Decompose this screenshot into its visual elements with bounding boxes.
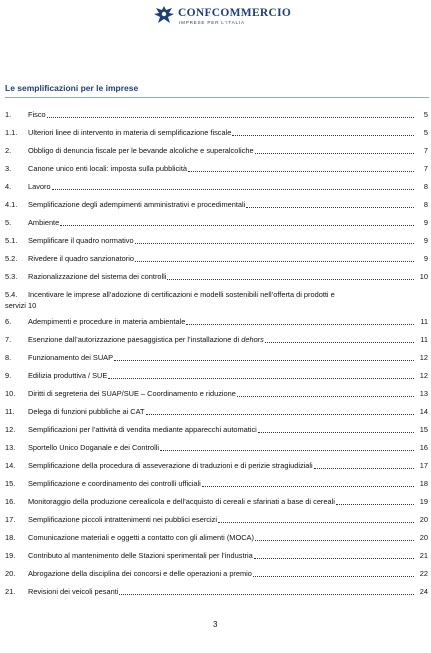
toc-entry-page: 16 [419, 443, 428, 452]
toc-entry-label: Ulteriori linee di intervento in materia di semplificazione fiscale [28, 128, 232, 137]
toc-entry-label: Monitoraggio della produzione cerealicola e dell’acquisto di cereali e sfarinati a base di cereali [28, 497, 335, 506]
toc-entry-label: Semplificazione e coordinamento dei controlli ufficiali [28, 479, 201, 488]
page-number: 3 [213, 620, 218, 629]
toc-entry[interactable] [5, 587, 428, 599]
toc-entry-label: Diritti di segreteria dei SUAP/SUE – Coordinamento e riduzione [28, 389, 236, 398]
toc-entry-number: 5.3. [5, 272, 18, 281]
toc-entry[interactable] [5, 479, 428, 491]
toc-entry-label: Sportello Unico Doganale e dei Controlli [28, 443, 160, 452]
toc-entry-page: 8 [423, 200, 428, 209]
toc-entry-page: 19 [419, 497, 428, 506]
toc-entry-label: Fisco [28, 110, 46, 119]
toc-entry-number: 5. [5, 218, 12, 227]
toc-entry-number: 20. [5, 569, 16, 578]
toc-leader-dots [135, 254, 414, 262]
toc-entry-page: 10 [27, 301, 37, 310]
toc-entry-number: 6. [5, 317, 12, 326]
toc-entry-label: Canone unico enti locali: imposta sulla pubblicità [28, 164, 187, 173]
toc-leader-dots [255, 146, 414, 154]
toc-entry-number: 12. [5, 425, 16, 434]
toc-entry[interactable] [5, 443, 428, 455]
toc-entry-page: 22 [419, 569, 428, 578]
toc-leader-dots [314, 461, 414, 469]
toc-entry-label: Revisioni dei veicoli pesanti [28, 587, 119, 596]
toc-entry[interactable] [5, 407, 428, 419]
toc-entry[interactable] [5, 335, 428, 347]
toc-entry-number: 3. [5, 164, 12, 173]
toc-entry-number: 7. [5, 335, 12, 344]
toc-entry[interactable] [5, 317, 428, 329]
toc-entry-label: Semplificazione della procedura di asseverazione di traduzioni e di perizie stragiudiziali [28, 461, 313, 470]
toc-entry[interactable] [5, 182, 428, 194]
toc-leader-dots [253, 569, 414, 577]
toc-entry[interactable] [5, 200, 428, 212]
toc-entry-number: 9. [5, 371, 12, 380]
toc-leader-dots [218, 515, 414, 523]
toc-entry-page: 11 [420, 317, 428, 326]
toc-leader-dots [255, 533, 414, 541]
toc-entry-number: 10. [5, 389, 16, 398]
toc-leader-dots [237, 389, 414, 397]
toc-entry-page: 24 [419, 587, 428, 596]
toc-entry-label: Abrogazione della disciplina dei concorsi e delle operazioni a premio [28, 569, 252, 578]
toc-entry-number: 17. [5, 515, 16, 524]
toc-entry[interactable] [5, 533, 428, 545]
toc-entry-label: Edilizia produttiva / SUE [28, 371, 108, 380]
toc-entry[interactable] [5, 551, 428, 563]
confcommercio-logo [152, 4, 292, 26]
toc-entry-number: 1.1. [5, 128, 18, 137]
toc-entry[interactable] [5, 254, 428, 266]
toc-entry-label: Delega di funzioni pubbliche ai CAT [28, 407, 145, 416]
toc-entry[interactable] [5, 128, 428, 140]
toc-entry[interactable] [5, 353, 428, 365]
toc-title: Le semplificazioni per le imprese [5, 83, 139, 93]
toc-entry-page: 12 [419, 353, 428, 362]
toc-entry-label: Semplificare il quadro normativo [28, 236, 134, 245]
toc-entry[interactable] [5, 146, 428, 158]
toc-entry-label: Funzionamento dei SUAP [28, 353, 114, 362]
toc-entry[interactable] [5, 218, 428, 230]
logo-name: CONFCOMMERCIO [178, 7, 292, 19]
toc-leader-dots [160, 443, 414, 451]
toc-leader-dots [232, 128, 414, 136]
toc-entry[interactable] [5, 425, 428, 437]
toc-entry-page: 5 [423, 110, 428, 119]
toc-entry-number: 5.4. [5, 290, 18, 299]
toc-entry[interactable] [5, 515, 428, 527]
toc-entry-number: 21. [5, 587, 16, 596]
toc-entry[interactable] [5, 389, 428, 401]
toc-entry-number: 14. [5, 461, 16, 470]
toc-entry-label-continued: servizi [5, 301, 26, 310]
toc-entry-number: 4. [5, 182, 12, 191]
toc-entry-label: Semplificazione degli adempimenti amministrativi e procedimentali [28, 200, 246, 209]
toc-entry[interactable] [5, 569, 428, 581]
toc-leader-dots [254, 551, 414, 559]
toc-leader-dots [246, 200, 414, 208]
toc-entry-number: 18. [5, 533, 16, 542]
toc-entry-page: 20 [419, 533, 428, 542]
toc-entry-page: 11 [420, 335, 428, 344]
toc-leader-dots [119, 587, 414, 595]
toc-leader-dots [108, 371, 414, 379]
toc-leader-dots [186, 317, 414, 325]
toc-leader-dots [114, 353, 414, 361]
toc-entry-label: Comunicazione materiali e oggetti a contatto con gli alimenti (MOCA) [28, 533, 254, 542]
toc-entry-number: 2. [5, 146, 12, 155]
toc-entry-label: Semplificazioni per l’attività di vendita mediante apparecchi automatici [28, 425, 257, 434]
toc-leader-dots [167, 272, 414, 280]
toc-entry-page: 21 [419, 551, 428, 560]
toc-entry-label: Razionalizzazione del sistema dei controlli [28, 272, 167, 281]
toc-leader-dots [202, 479, 414, 487]
logo-tagline: IMPRESE PER L'ITALIA [179, 20, 245, 25]
toc-leader-dots [135, 236, 414, 244]
toc-entry-label: Adempimenti e procedure in materia ambientale [28, 317, 186, 326]
toc-entry-number: 15. [5, 479, 16, 488]
toc-entry-number: 13. [5, 443, 16, 452]
title-divider [5, 97, 429, 98]
toc-entry-page: 8 [423, 182, 428, 191]
toc-entry-number: 5.1. [5, 236, 18, 245]
toc-entry-number: 19. [5, 551, 16, 560]
toc-entry-number: 5.2. [5, 254, 18, 263]
toc-entry-page: 17 [419, 461, 428, 470]
toc-entry-page: 14 [419, 407, 428, 416]
toc-entry[interactable] [5, 236, 428, 248]
toc-leader-dots [52, 182, 414, 190]
toc-entry-number: 4.1. [5, 200, 18, 209]
toc-entry[interactable] [5, 371, 428, 383]
toc-entry-label: Contributo al mantenimento delle Stazioni sperimentali per l’industria [28, 551, 253, 560]
toc-leader-dots [258, 425, 414, 433]
toc-entry-label: Obbligo di denuncia fiscale per le bevande alcoliche e superalcoliche [28, 146, 254, 155]
toc-leader-dots [336, 497, 414, 505]
toc-entry-number: 8. [5, 353, 12, 362]
toc-entry-page: 10 [419, 272, 428, 281]
toc-entry-label: Ambiente [28, 218, 60, 227]
toc-entry[interactable] [5, 164, 428, 176]
toc-entry-number: 16. [5, 497, 16, 506]
toc-leader-dots [265, 335, 414, 343]
toc-entry-label: Incentivare le imprese all’adozione di certificazioni e modelli sostenibili nell’offerta di prodotti e [28, 290, 335, 299]
toc-entry[interactable] [5, 461, 428, 473]
toc-entry-page: 9 [423, 218, 428, 227]
toc-entry-page: 13 [419, 389, 428, 398]
toc-leader-dots [188, 164, 414, 172]
toc-entry-label: Lavoro [28, 182, 51, 191]
toc-leader-dots [146, 407, 414, 415]
toc-entry-page: 5 [423, 128, 428, 137]
toc-entry-label: Esenzione dall’autorizzazione paesaggistica per l’installazione di dehors [28, 335, 264, 344]
toc-leader-dots [60, 218, 414, 226]
toc-entry-page: 9 [423, 254, 428, 263]
toc-entry-page: 7 [423, 164, 428, 173]
toc-entry-page: 15 [419, 425, 428, 434]
toc-entry-label: Semplificazione piccoli intrattenimenti nei pubblici esercizi [28, 515, 217, 524]
toc-entry[interactable] [5, 290, 428, 314]
toc-entry[interactable] [5, 272, 428, 284]
toc-entry-page: 12 [419, 371, 428, 380]
toc-entry-page: 18 [419, 479, 428, 488]
toc-leader-dots [47, 110, 414, 118]
eagle-emblem-icon [152, 4, 176, 26]
toc-entry[interactable] [5, 110, 428, 122]
toc-entry-page: 20 [419, 515, 428, 524]
toc-entry-number: 11. [5, 407, 15, 416]
toc-entry-number: 1. [5, 110, 12, 119]
toc-entry[interactable] [5, 497, 428, 509]
toc-entry-label: Rivedere il quadro sanzionatorio [28, 254, 134, 263]
toc-entry-page: 7 [423, 146, 428, 155]
toc-entry-page: 9 [423, 236, 428, 245]
